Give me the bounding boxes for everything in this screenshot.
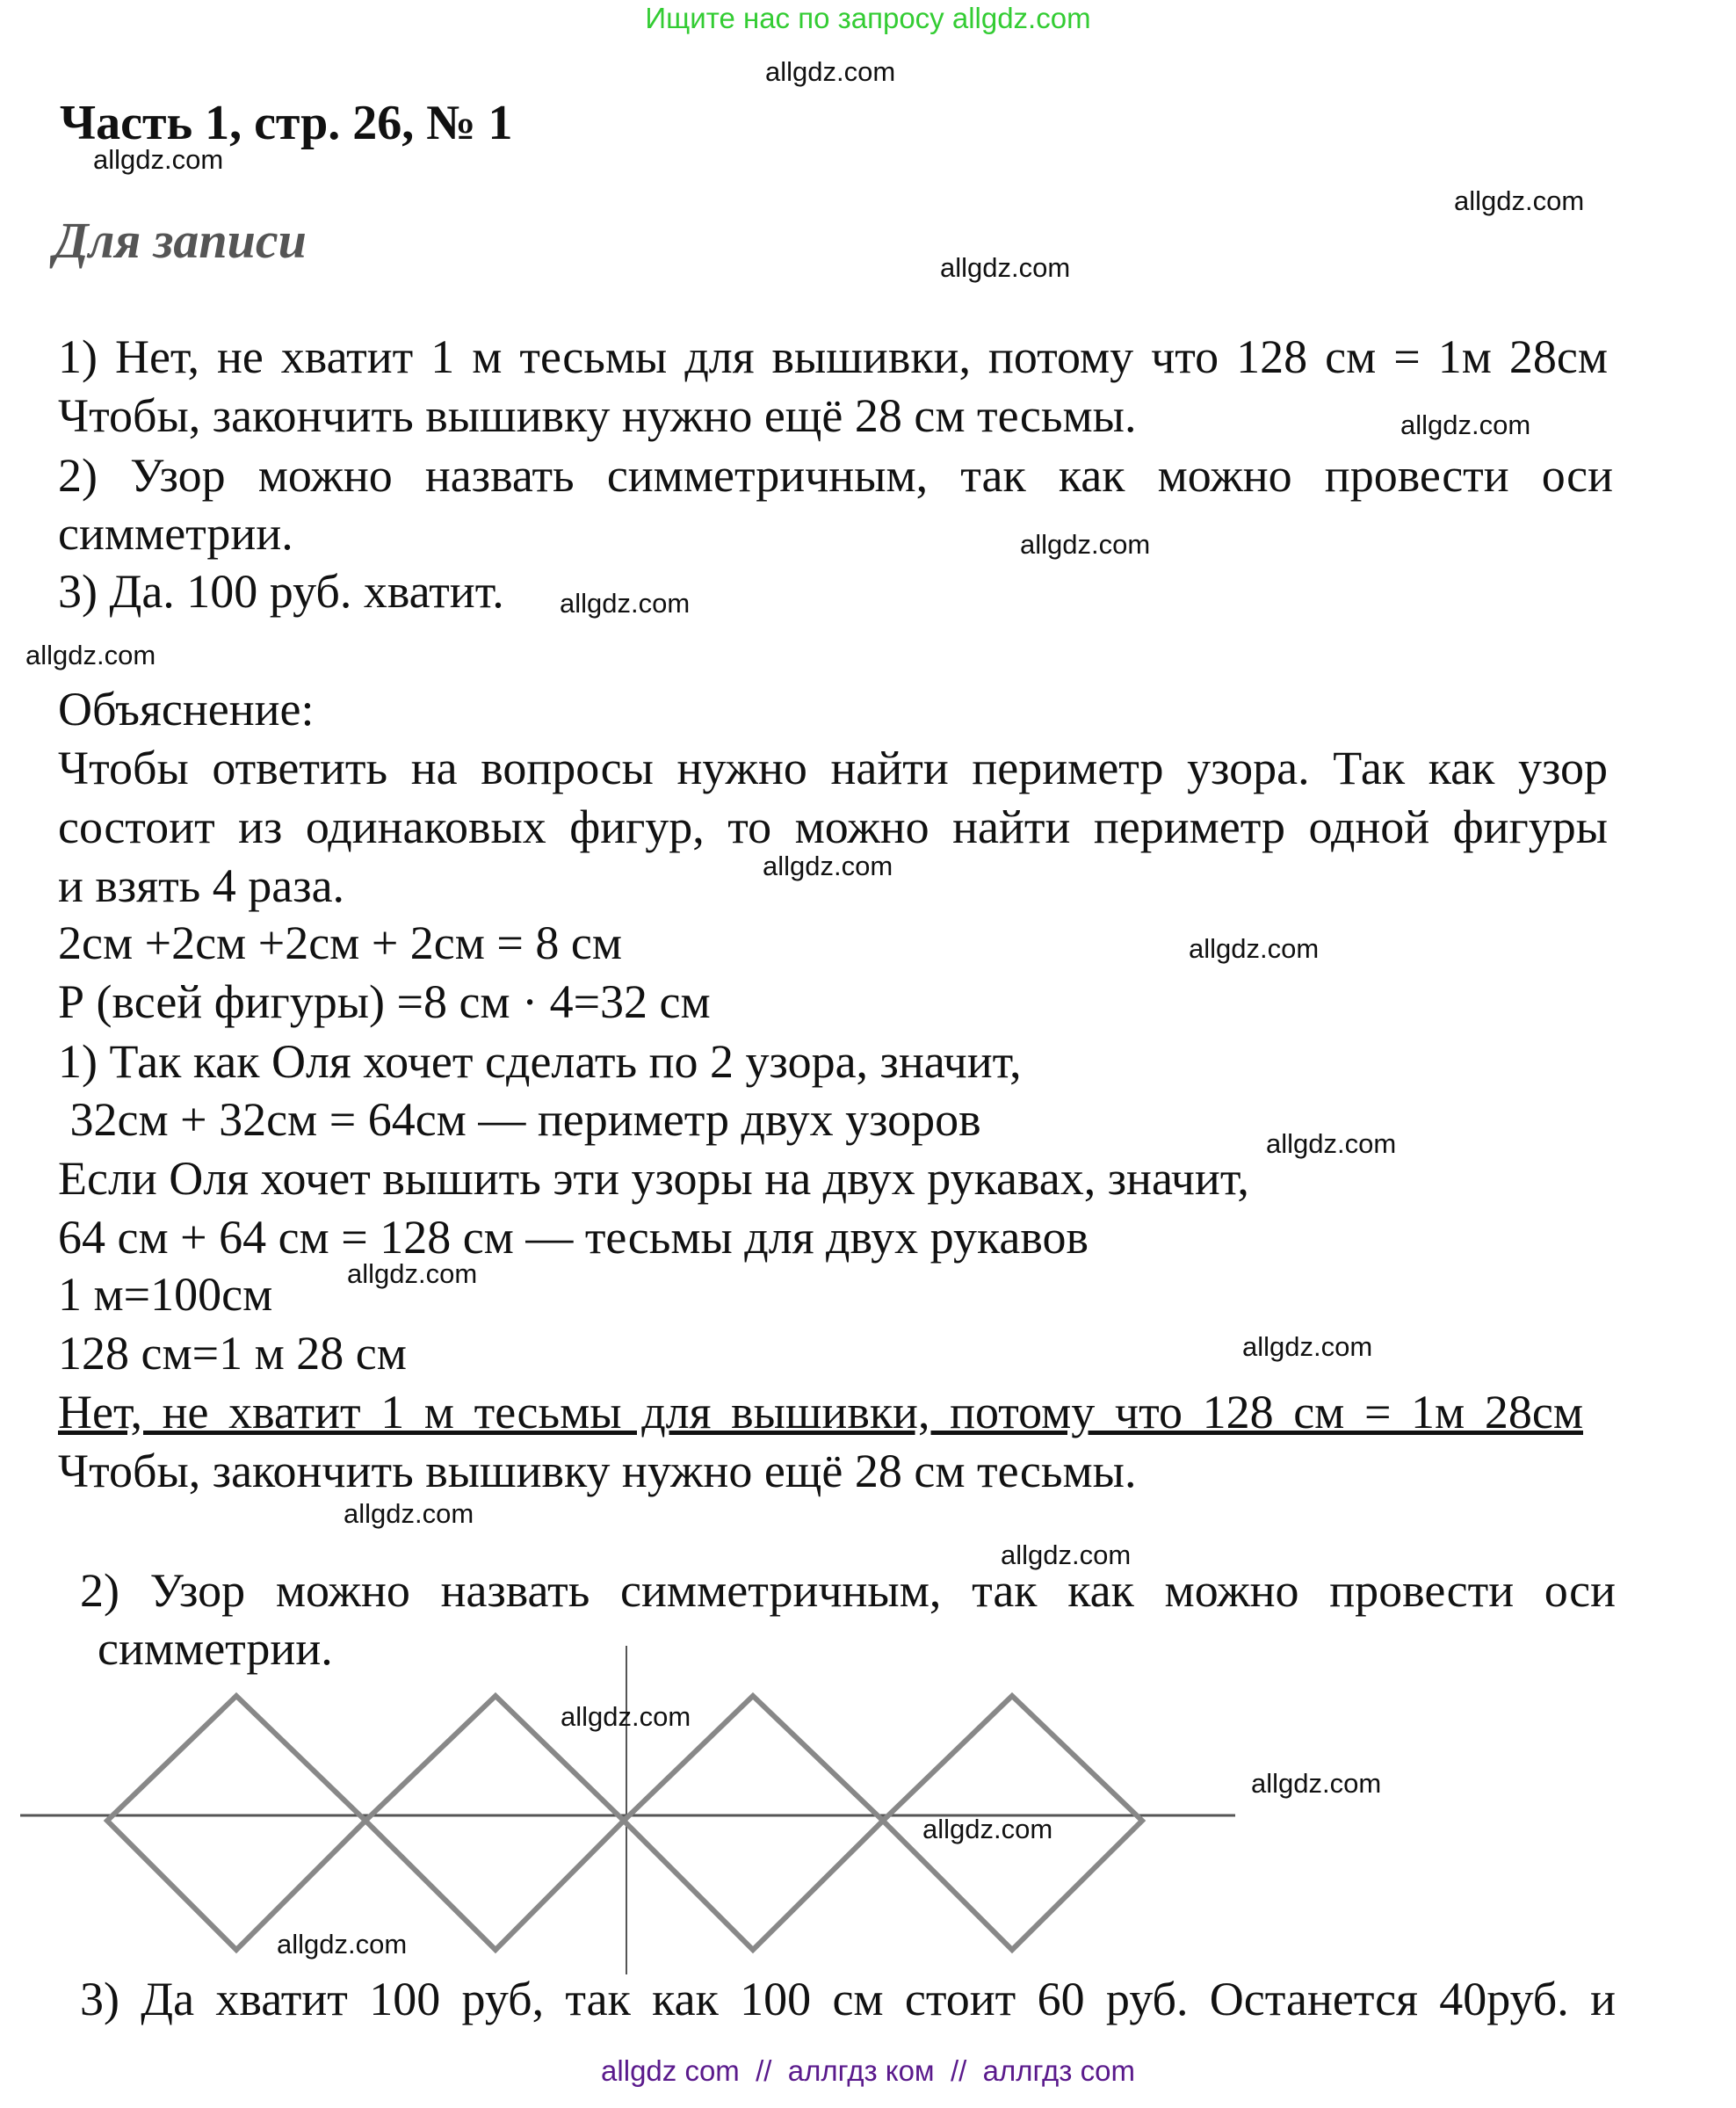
explanation-line: 1 м=100см	[58, 1268, 273, 1321]
top-banner[interactable]: Ищите нас по запросу allgdz.com	[645, 2, 1091, 34]
watermark: allgdz.com	[1251, 1768, 1382, 1799]
watermark: allgdz.com	[940, 252, 1071, 283]
page-title: Часть 1, стр. 26, № 1	[60, 96, 513, 150]
explanation-heading: Объяснение:	[58, 683, 315, 735]
watermark: allgdz.com	[1242, 1331, 1373, 1362]
watermark: allgdz.com	[344, 1498, 474, 1529]
watermark: allgdz.com	[347, 1258, 478, 1289]
bottom-banner[interactable]: allgdz com // аллгдз ком // аллгдз com	[601, 2054, 1135, 2087]
answer-line: 2) Узор можно назвать симметричным, так как можно провести оси	[58, 449, 1613, 502]
answer-line: 1) Нет, не хватит 1 м тесьмы для вышивки, потому что 128 см = 1м 28см	[58, 330, 1608, 383]
explanation-line: 2см +2см +2см + 2см = 8 см	[58, 916, 623, 969]
explanation-line: 128 см=1 м 28 см	[58, 1327, 407, 1380]
watermark: allgdz.com	[560, 588, 691, 619]
watermark: allgdz.com	[277, 1929, 408, 1959]
diamond-shape	[624, 1696, 883, 1950]
watermark: allgdz.com	[1266, 1128, 1397, 1159]
part3-line: 3) Да хватит 100 руб, так как 100 см стоит 60 руб. Останется 40руб. и	[80, 1973, 1616, 2025]
diamond-shape	[365, 1696, 624, 1950]
watermark: allgdz.com	[1189, 933, 1320, 964]
watermark: allgdz.com	[561, 1701, 691, 1732]
explanation-line: Р (всей фигуры) =8 см · 4=32 см	[58, 975, 711, 1028]
watermark: allgdz.com	[25, 640, 156, 670]
watermark: allgdz.com	[922, 1814, 1053, 1844]
explanation-line: Чтобы ответить на вопросы нужно найти периметр узора. Так как узор	[58, 742, 1608, 794]
explanation-line: 64 см + 64 см = 128 см — тесьмы для двух рукавов	[58, 1211, 1089, 1264]
section-subtitle: Для записи	[54, 212, 307, 269]
watermark: allgdz.com	[1020, 529, 1151, 560]
explanation-line: и взять 4 раза.	[58, 859, 345, 912]
explanation-line: 32см + 32см = 64см — периметр двух узоров	[58, 1093, 981, 1146]
watermark: allgdz.com	[1001, 1539, 1132, 1570]
explanation-line: 1) Так как Оля хочет сделать по 2 узора, значит,	[58, 1035, 1022, 1088]
diamond-shape	[107, 1696, 365, 1950]
explanation-line: состоит из одинаковых фигур, то можно найти периметр одной фигуры	[58, 800, 1608, 853]
answer-line: 3) Да. 100 руб. хватит.	[58, 565, 504, 618]
answer-line: симметрии.	[58, 507, 293, 560]
conclusion-underlined: Нет, не хватит 1 м тесьмы для вышивки, потому что 128 см = 1м 28см	[58, 1386, 1583, 1438]
watermark: allgdz.com	[763, 851, 893, 881]
answer-line: Чтобы, закончить вышивку нужно ещё 28 см тесьмы.	[58, 389, 1137, 442]
explanation-line: Если Оля хочет вышить эти узоры на двух рукавах, значит,	[58, 1152, 1249, 1205]
part2-line: 2) Узор можно назвать симметричным, так как можно провести оси	[80, 1564, 1616, 1617]
watermark: allgdz.com	[765, 56, 896, 87]
part2-line: симметрии.	[98, 1622, 333, 1675]
explanation-line: Чтобы, закончить вышивку нужно ещё 28 см тесьмы.	[58, 1445, 1137, 1497]
watermark: allgdz.com	[1400, 409, 1531, 440]
watermark: allgdz.com	[1454, 185, 1585, 216]
watermark: allgdz.com	[93, 144, 224, 175]
